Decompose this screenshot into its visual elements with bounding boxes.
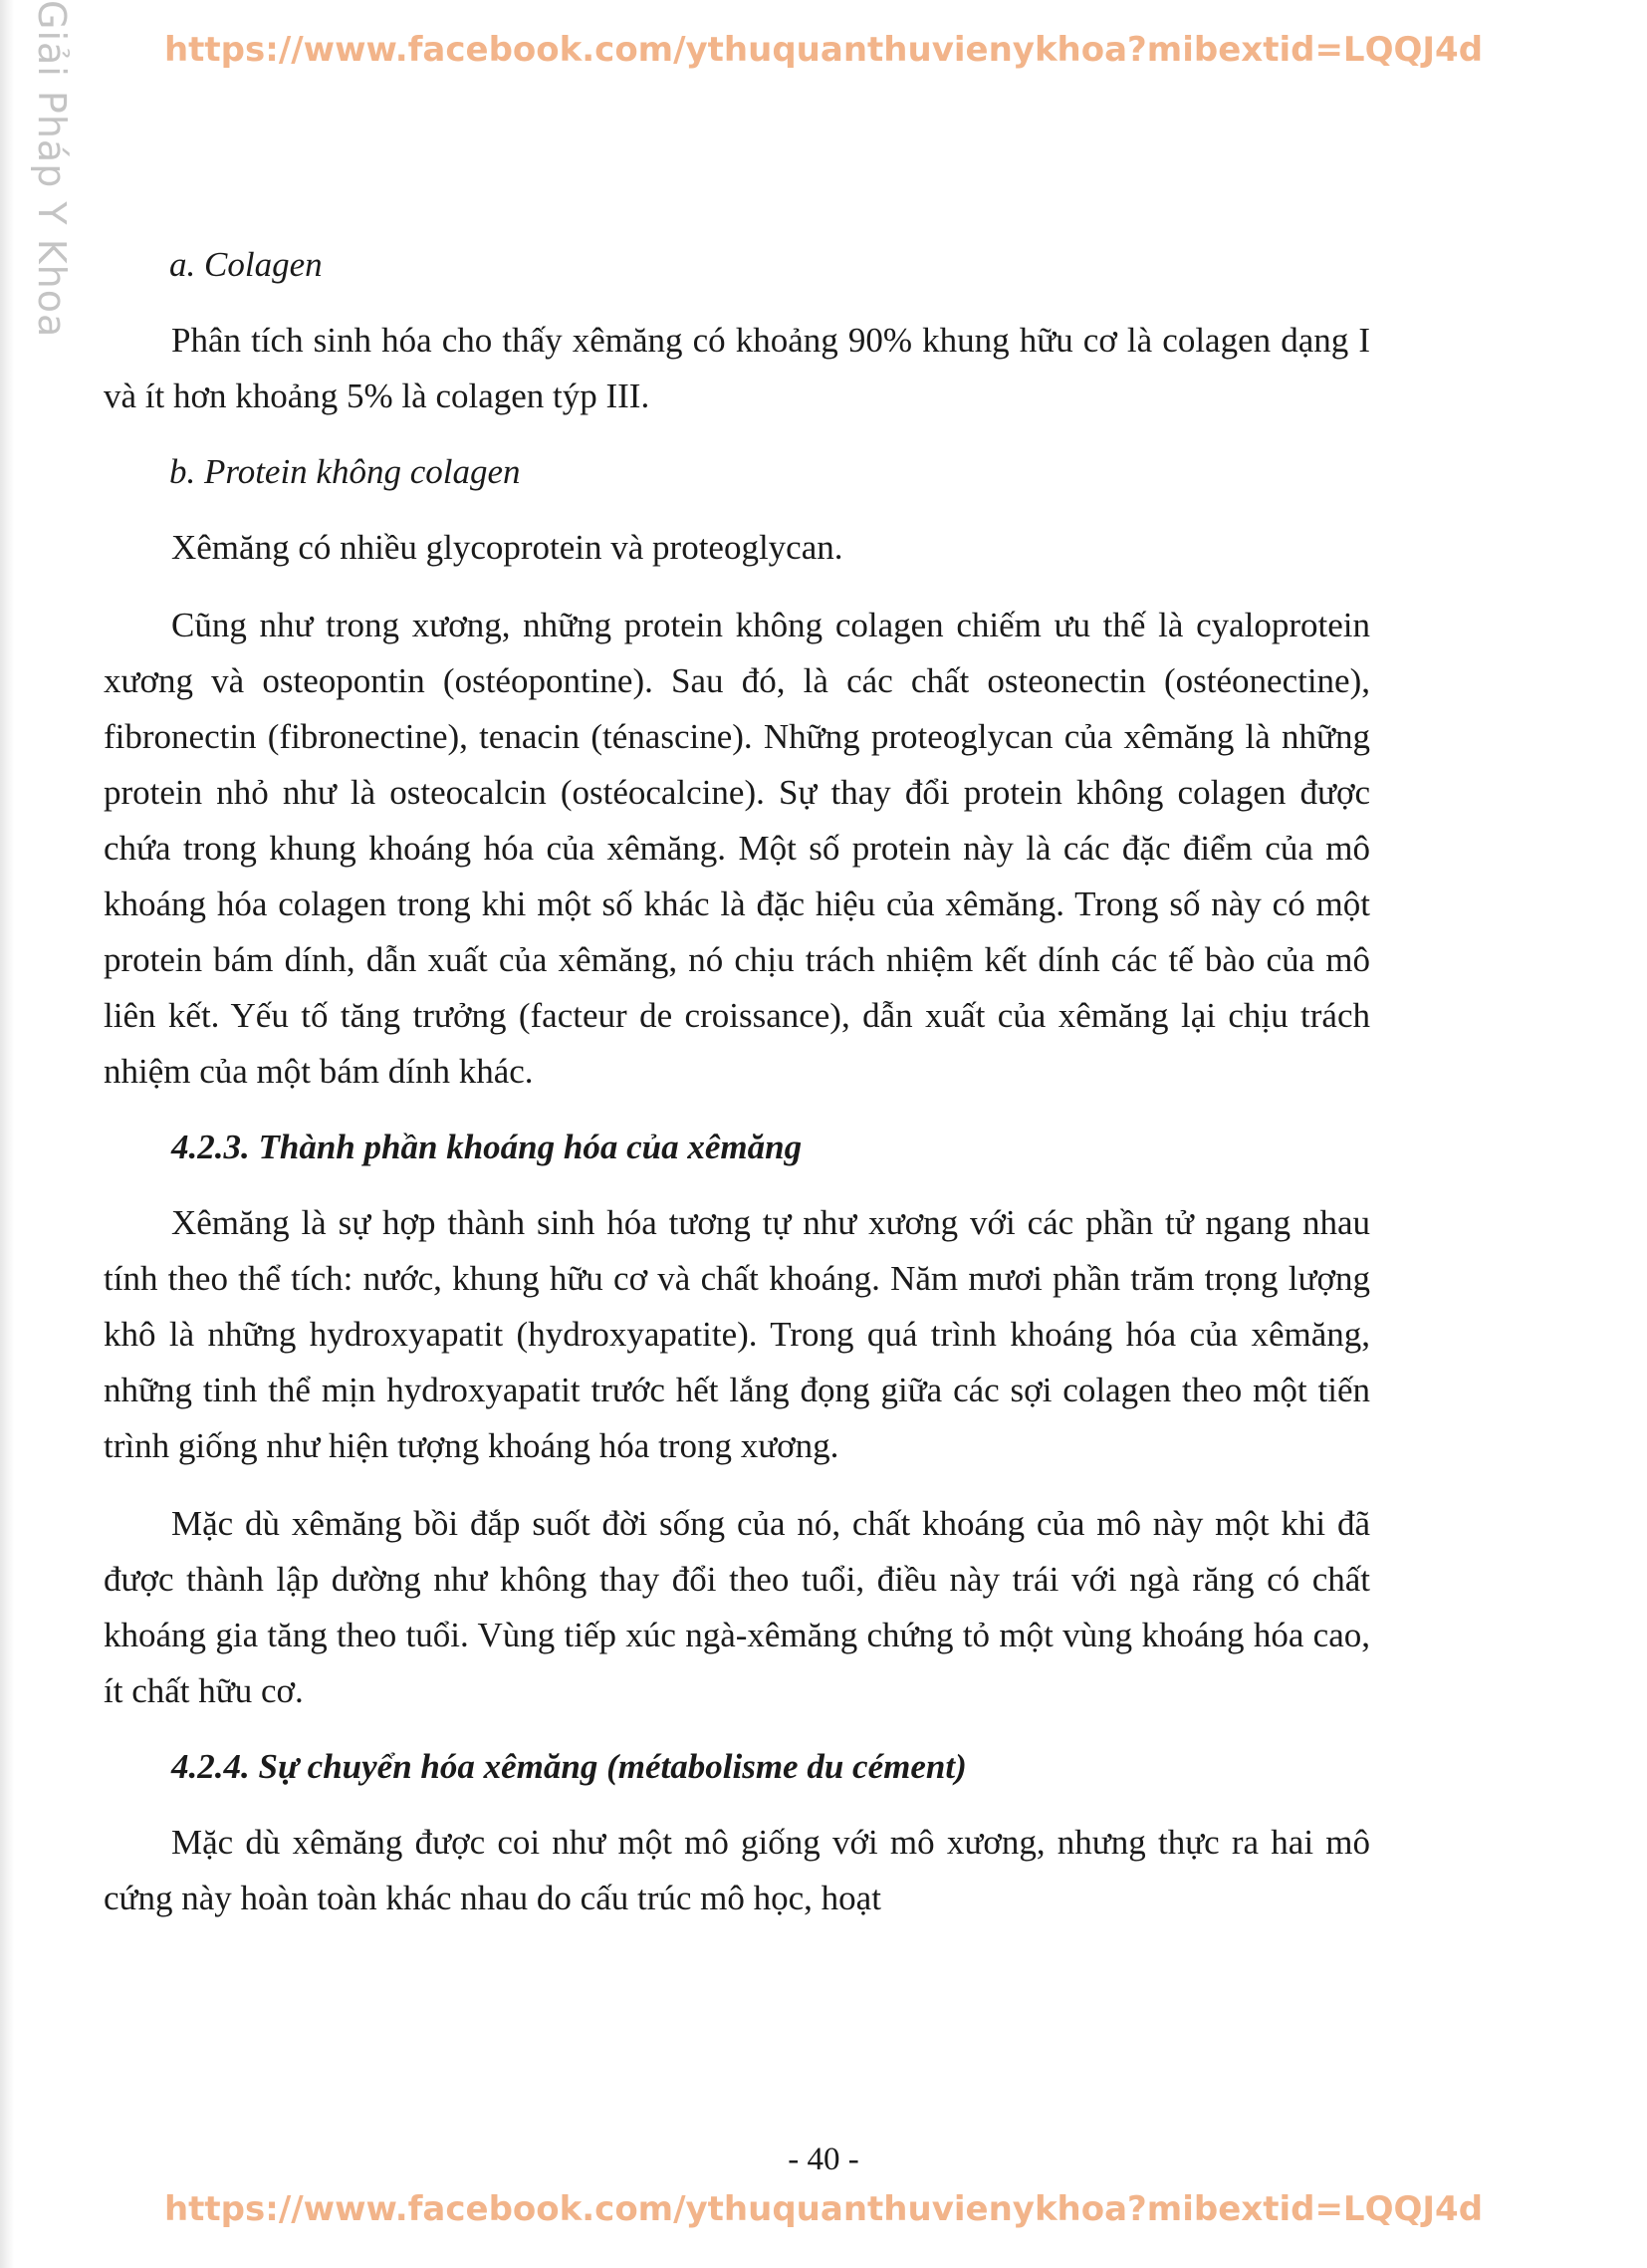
paragraph-glycoprotein: Xêmăng có nhiều glycoprotein và proteoglycan.	[171, 528, 843, 567]
section-heading-4-2-3: 4.2.3. Thành phần khoáng hóa của xêmăng	[171, 1128, 803, 1166]
document-body	[104, 237, 1370, 1926]
page-number: - 40 -	[788, 2142, 859, 2177]
paragraph-protein-details: Cũng như trong xương, những protein không colagen chiếm ưu thế là cyaloprotein xương và osteopontin (ostéopontine). Sau đó, là các chất osteonectin (ostéonectine), fibronectin (fibronectine), tenacin (ténascine). Những proteoglycan của xêmăng là những protein nhỏ như là osteocalcin (ostéocalcine). Sự thay đổi protein không colagen được chứa trong khung khoáng hóa của xêmăng. Một số protein này là các đặc điểm của mô khoáng hóa colagen trong khi một số khác là đặc hiệu của xêmăng. Trong số này có một protein bám dính, dẫn xuất của xêmăng, nó chịu trách nhiệm kết dính các tế bào của mô liên kết. Yếu tố tăng trưởng (facteur de croissance), dẫn xuất của xêmăng lại chịu trách nhiệm của một bám dính khác.	[104, 606, 1370, 1091]
page-edge-shadow	[0, 0, 14, 2268]
top-url-watermark: https://www.facebook.com/ythuquanthuvienykhoa?mibextid=LQQJ4d	[163, 30, 1484, 70]
bottom-url-watermark: https://www.facebook.com/ythuquanthuvienykhoa?mibextid=LQQJ4d	[163, 2189, 1484, 2229]
paragraph-mineral-composition: Xêmăng là sự hợp thành sinh hóa tương tự như xương với các phần tử ngang nhau tính theo thể tích: nước, khung hữu cơ và chất khoáng. Năm mươi phần trăm trọng lượng khô là những hydroxyapatit (hydroxyapatite). Trong quá trình khoáng hóa của xêmăng, những tinh thể mịn hydroxyapatit trước hết lắng đọng giữa các sợi colagen theo một tiến trình giống như hiện tượng khoáng hóa trong xương.	[104, 1203, 1370, 1465]
side-watermark-text: Giải Pháp Y Khoa	[30, 0, 74, 339]
paragraph-mineral-age: Mặc dù xêmăng bồi đắp suốt đời sống của nó, chất khoáng của mô này một khi đã được thành lập dường như không thay đổi theo tuổi, điều này trái với ngà răng có chất khoáng gia tăng theo tuổi. Vùng tiếp xúc ngà-xêmăng chứng tỏ một vùng khoáng hóa cao, ít chất hữu cơ.	[104, 1504, 1370, 1710]
paragraph-colagen: Phân tích sinh hóa cho thấy xêmăng có khoảng 90% khung hữu cơ là colagen dạng I và ít hơn khoảng 5% là colagen týp III.	[104, 321, 1370, 415]
subheading-protein-khong-colagen: b. Protein không colagen	[169, 452, 521, 491]
paragraph-metabolism: Mặc dù xêmăng được coi như một mô giống với mô xương, nhưng thực ra hai mô cứng này hoàn toàn khác nhau do cấu trúc mô học, hoạt	[104, 1823, 1370, 1917]
subheading-colagen: a. Colagen	[169, 245, 323, 284]
section-heading-4-2-4: 4.2.4. Sự chuyển hóa xêmăng (métabolisme du cément)	[171, 1747, 967, 1786]
